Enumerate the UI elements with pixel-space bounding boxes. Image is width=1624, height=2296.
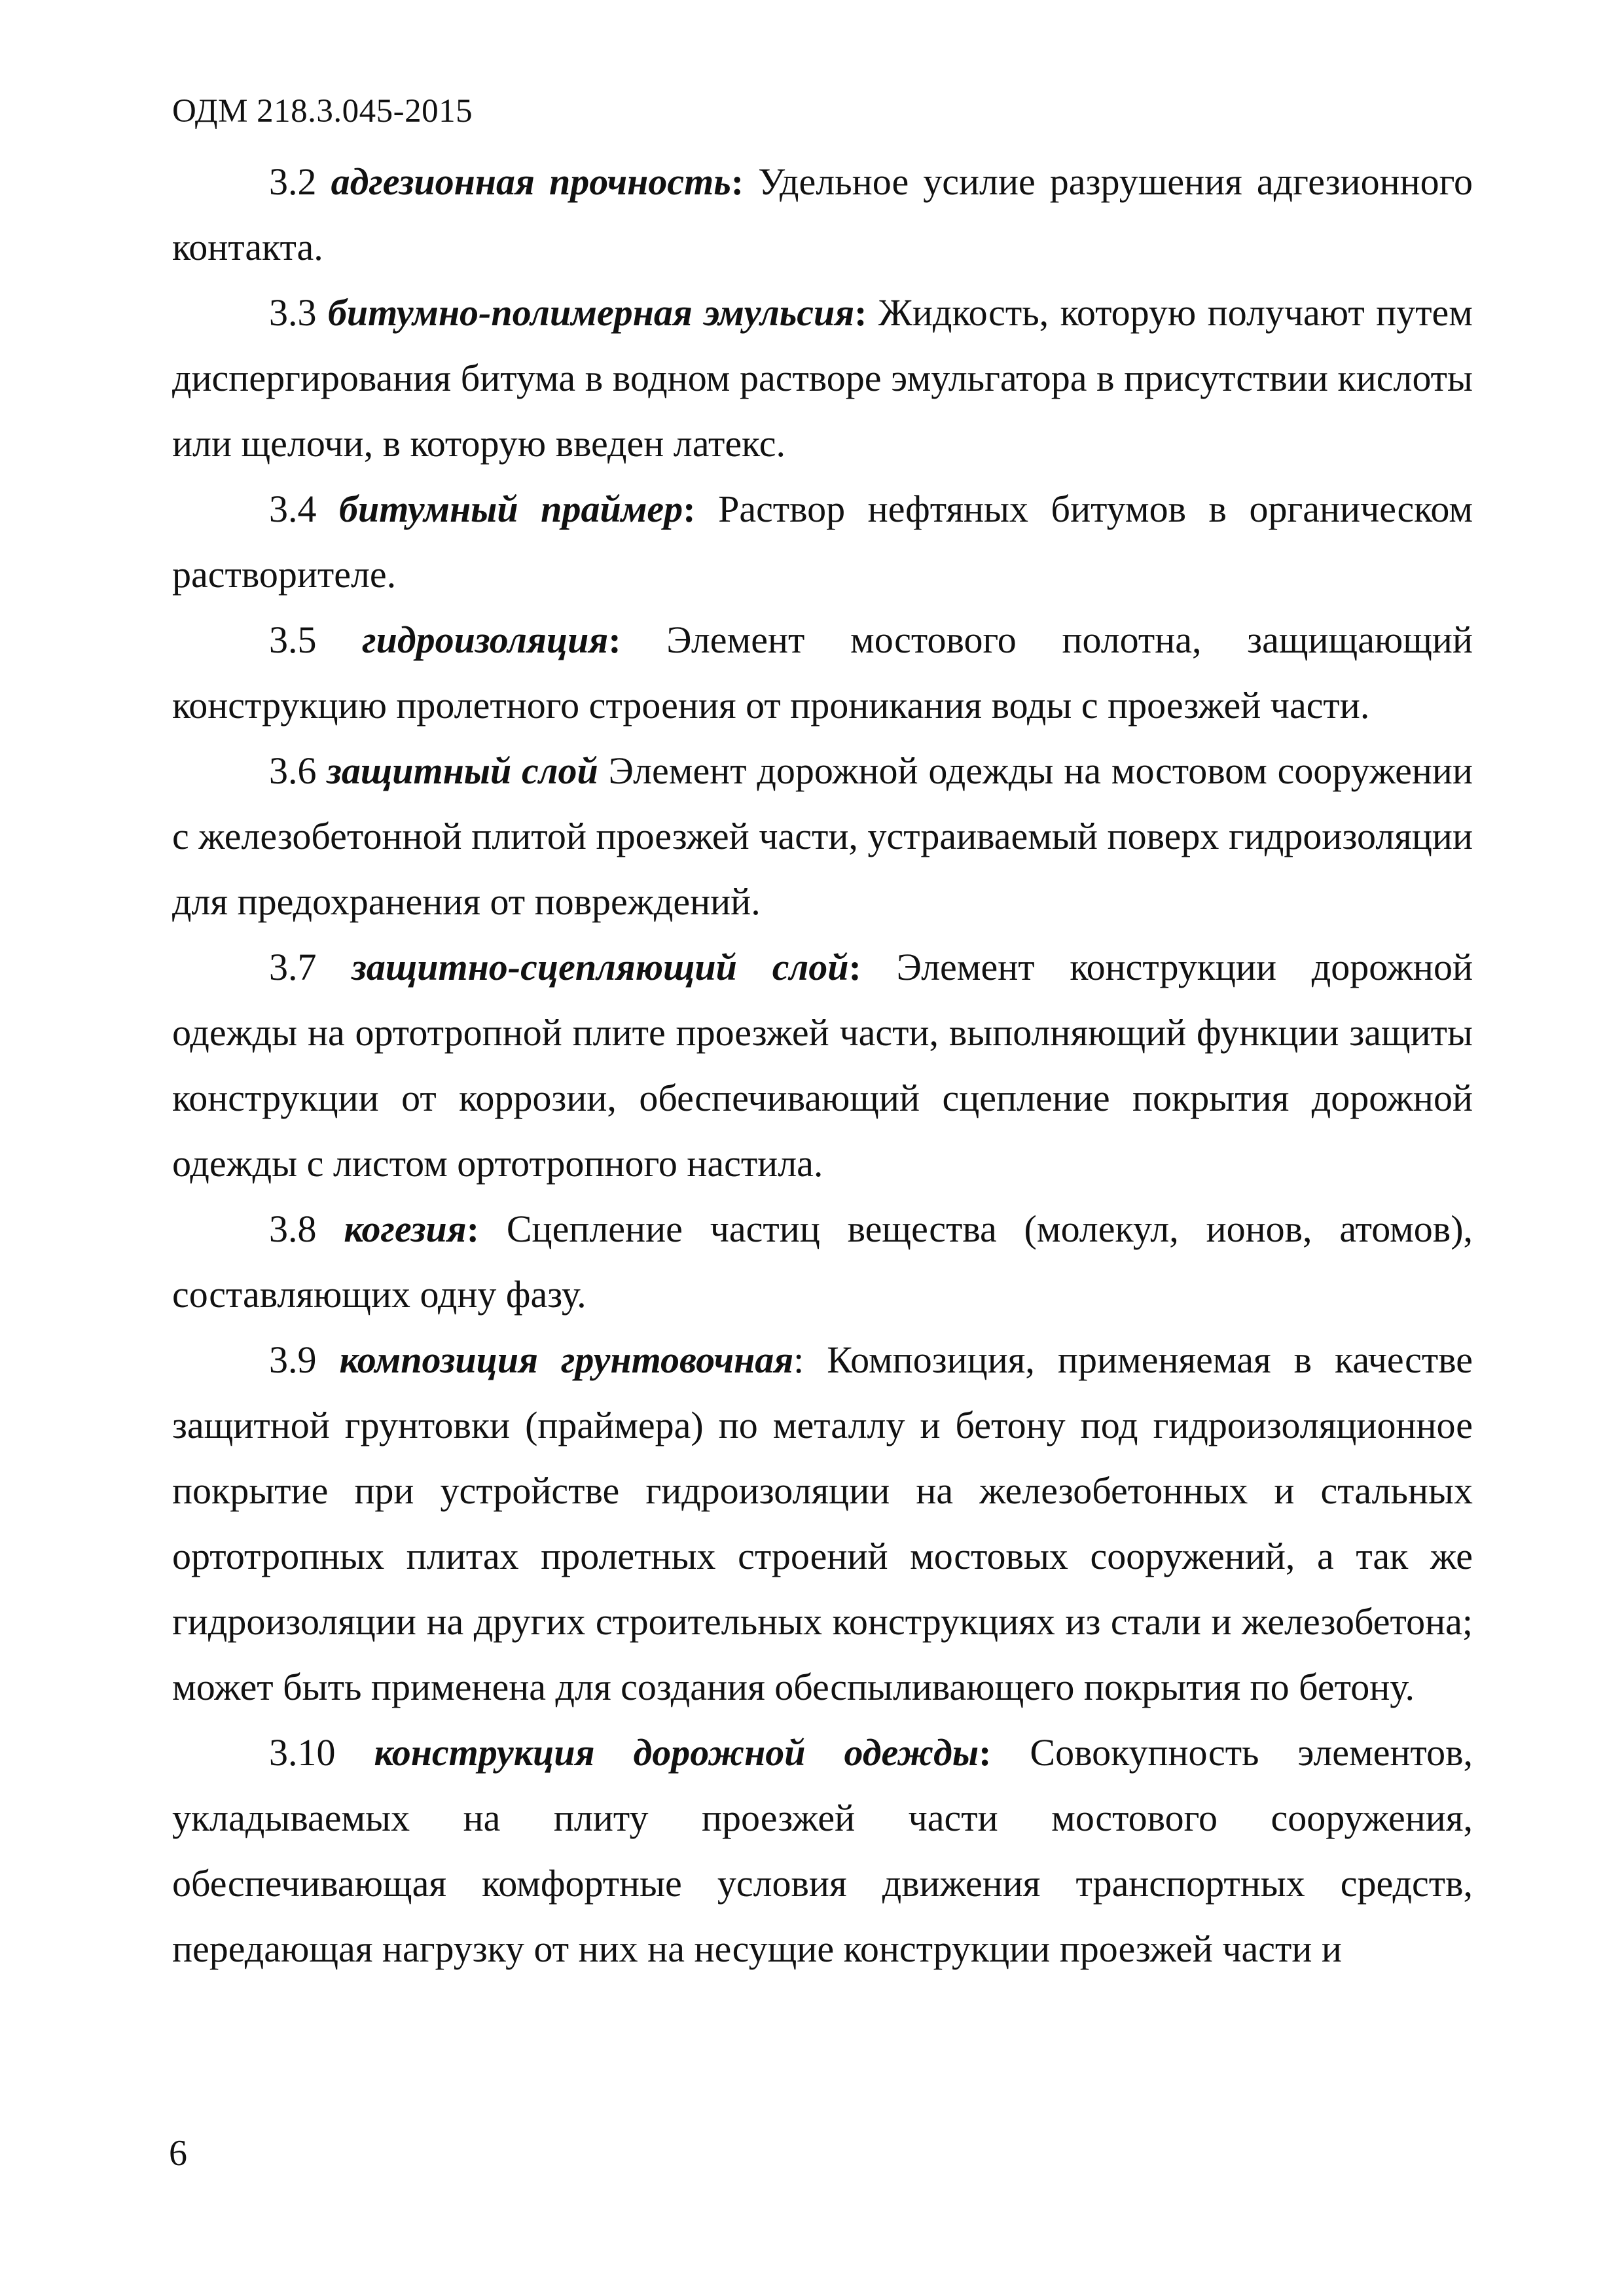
document-code-header: ОДМ 218.3.045-2015	[172, 93, 473, 130]
entry-term: конструкция дорожной одежды	[374, 1731, 979, 1774]
entry-separator: :	[683, 488, 696, 530]
entry-number: 3.5	[269, 619, 317, 661]
entry-term: композиция грунтовочная	[339, 1338, 794, 1381]
entry-definition: Сцепление частиц вещества (молекул, ионов, атомов), составляющих одну фазу.	[172, 1208, 1473, 1316]
entry-separator: :	[848, 946, 861, 988]
definition-entry-3-9	[172, 1327, 1473, 1720]
entry-number: 3.10	[269, 1731, 336, 1774]
entry-definition: Раствор нефтяных битумов в органическом растворителе.	[172, 488, 1473, 596]
entry-number: 3.2	[269, 160, 317, 203]
entry-term: гидроизоляция	[362, 619, 609, 661]
definition-entry-3-6	[172, 738, 1473, 935]
entry-definition: Элемент мостового полотна, защищающий конструкцию пролетного строения от проникания воды с проезжей части.	[172, 619, 1473, 726]
entry-definition: Удельное усилие разрушения адгезионного контакта.	[172, 160, 1473, 268]
entry-separator: :	[793, 1338, 804, 1381]
definition-entry-3-4	[172, 476, 1473, 607]
definition-entry-3-10	[172, 1720, 1473, 1982]
definitions-list	[172, 149, 1473, 1982]
entry-separator: :	[608, 619, 621, 661]
entry-number: 3.4	[269, 488, 317, 530]
entry-term: битумно-полимерная эмульсия	[327, 291, 855, 334]
definition-entry-3-3	[172, 280, 1473, 476]
entry-separator: :	[979, 1731, 992, 1774]
entry-definition: Элемент дорожной одежды на мостовом сооружении с железобетонной плитой проезжей части, устраиваемый поверх гидроизоляции для предохранения от повреждений.	[172, 749, 1473, 923]
entry-number: 3.8	[269, 1208, 317, 1250]
entry-definition: Совокупность элементов, укладываемых на плиту проезжей части мостового сооружения, обеспечивающая комфортные условия движения транспортных средств, передающая нагрузку от них на несущие конструкции проезжей части и	[172, 1731, 1473, 1970]
entry-number: 3.6	[269, 749, 317, 792]
definition-entry-3-5	[172, 607, 1473, 738]
entry-term: когезия	[344, 1208, 467, 1250]
entry-definition: Композиция, применяемая в качестве защитной грунтовки (праймера) по металлу и бетону под гидроизоляционное покрытие при устройстве гидроизоляции на железобетонных и стальных ортотропных плитах пролетных строений мостовых сооружений, а так же гидроизоляции на других строительных конструкциях из стали и железобетона; может быть применена для создания обеспыливающего покрытия по бетону.	[172, 1338, 1473, 1708]
entry-number: 3.9	[269, 1338, 317, 1381]
entry-separator: :	[854, 291, 867, 334]
entry-term: защитно-сцепляющий слой	[352, 946, 849, 988]
definition-entry-3-8	[172, 1196, 1473, 1327]
entry-term: битумный праймер	[339, 488, 683, 530]
entry-definition: Элемент конструкции дорожной одежды на ортотропной плите проезжей части, выполняющий функции защиты конструкции от коррозии, обеспечивающий сцепление покрытия дорожной одежды с листом ортотропного настила.	[172, 946, 1473, 1185]
entry-term: адгезионная прочность	[331, 160, 731, 203]
entry-separator: :	[731, 160, 744, 203]
definition-entry-3-7	[172, 935, 1473, 1196]
entry-definition: Жидкость, которую получают путем диспергирования битума в водном растворе эмульгатора в присутствии кислоты или щелочи, в которую введен латекс.	[172, 291, 1473, 465]
entry-number: 3.7	[269, 946, 317, 988]
definition-entry-3-2	[172, 149, 1473, 280]
entry-term: защитный слой	[327, 749, 598, 792]
page-number: 6	[169, 2133, 187, 2174]
entry-number: 3.3	[269, 291, 317, 334]
entry-separator: :	[466, 1208, 480, 1250]
